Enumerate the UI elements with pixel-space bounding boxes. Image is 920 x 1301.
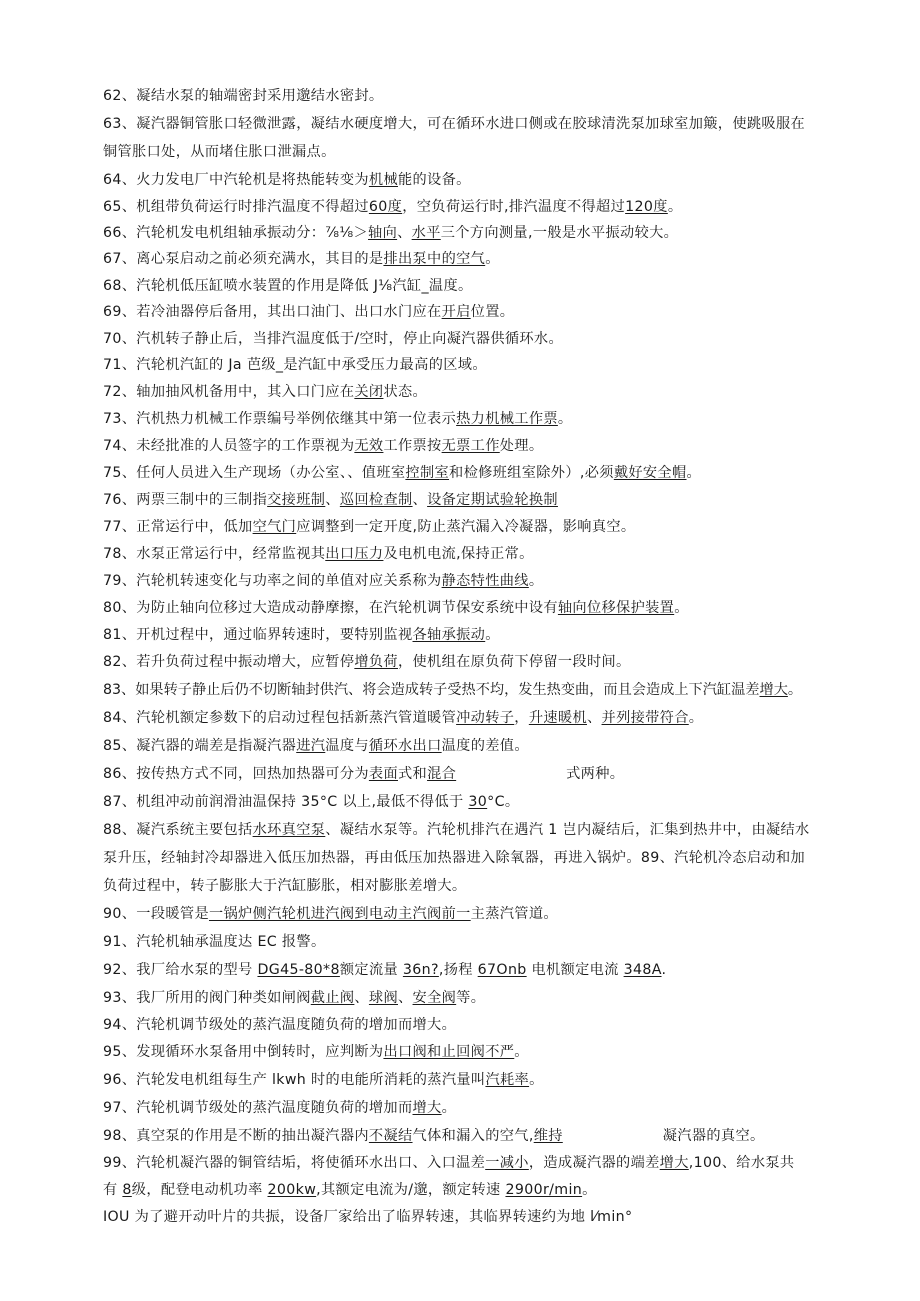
text: 温度与 xyxy=(325,738,369,754)
text: ， xyxy=(514,710,529,726)
answer: 出口压力 xyxy=(325,546,384,562)
text: ,100、给水泵共 xyxy=(688,1155,795,1171)
text: 82、若升负荷过程中振动增大，应暂停 xyxy=(103,654,355,670)
text: 式两种。 xyxy=(566,766,625,782)
text: ，空负荷运行时,排汽温度不得超过 xyxy=(402,199,626,215)
answer: 并列接带符合 xyxy=(601,710,689,726)
text: 电机额定电流 xyxy=(526,962,624,978)
text: 。 xyxy=(441,1100,457,1116)
text: 。 xyxy=(582,1182,597,1198)
line-85 xyxy=(103,737,855,755)
text: 、 xyxy=(398,990,413,1006)
text: 78、水泵正常运行中，经常监视其 xyxy=(103,546,326,562)
text: 、 xyxy=(397,225,412,241)
answer: 一锅炉侧汽轮机进汽阀到电动主汽阀前一 xyxy=(208,906,471,922)
line-63-cont xyxy=(103,143,855,161)
line-88 xyxy=(103,821,855,839)
line-95 xyxy=(103,1043,855,1061)
text: 76、两票三制中的三制指 xyxy=(103,492,268,508)
text: 。 xyxy=(485,627,500,643)
text: 67、离心泵启动之前必须充满水，其目的是 xyxy=(103,251,384,267)
answer: 120度 xyxy=(625,199,668,215)
line-90 xyxy=(103,905,855,923)
line-88-cont xyxy=(103,849,855,867)
answer: 轴向位移保护装置 xyxy=(557,600,675,616)
text: 。 xyxy=(787,682,803,698)
text: 。 xyxy=(674,600,689,616)
answer: 混合 xyxy=(427,766,457,782)
text: 75、任何人员进入生产现场（办公室、、值班室 xyxy=(103,465,406,481)
text: 气体和漏入的空气, xyxy=(412,1128,534,1144)
answer: 球阀 xyxy=(368,990,398,1006)
answer: 水平 xyxy=(411,225,441,241)
text: 87、机组冲动前润滑油温保持 35°C 以上,最低不得低于 xyxy=(103,794,469,810)
answer: 开启 xyxy=(441,304,471,320)
text: 86、按传热方式不同，回热加热器可分为 xyxy=(103,766,369,782)
line-87 xyxy=(103,793,855,811)
answer: 关闭 xyxy=(354,384,384,400)
line-81 xyxy=(103,626,855,644)
line-101 xyxy=(103,1208,855,1226)
answer: 200kw xyxy=(267,1182,317,1198)
line-64 xyxy=(103,171,855,189)
text: 三个方向测量,一般是水平振动较大。 xyxy=(440,225,679,241)
answer: 巡回检查制 xyxy=(339,492,413,508)
text: 66、汽轮机发电机组轴承振动分： xyxy=(103,225,326,241)
answer: 348A xyxy=(623,962,662,978)
line-96 xyxy=(103,1071,855,1089)
text: 级，配登电动机功率 xyxy=(131,1182,268,1198)
text: °C。 xyxy=(487,794,520,810)
answer: 一减小 xyxy=(485,1155,529,1171)
text: 81、开机过程中，通过临界转速时，要特别监视 xyxy=(103,627,413,643)
line-72 xyxy=(103,383,855,401)
text: 62、凝结水泵的轴端密封采用邈结水密封。 xyxy=(103,88,384,104)
text: . xyxy=(661,962,667,978)
text: 。 xyxy=(528,573,544,589)
answer: 各轴承振动 xyxy=(412,627,486,643)
text: 。 xyxy=(688,710,704,726)
line-100-cont xyxy=(103,1181,855,1199)
answer: 截止阀 xyxy=(310,990,355,1006)
text: 71、汽轮机汽缸的 Ja 芭级_是汽缸中承受压力最高的区域。 xyxy=(103,357,487,373)
text: 70、汽机转子静止后，当排汽温度低于/空时，停止向凝汽器供循环水。 xyxy=(103,331,564,347)
text: 69、若冷油器停后备用，其出口油门、出口水门应在 xyxy=(103,304,442,320)
text: ⅞⅛ xyxy=(325,225,354,241)
text: 97、汽轮机调节级处的蒸汽温度随负荷的增加而 xyxy=(103,1100,413,1116)
answer: 交接班制 xyxy=(267,492,326,508)
line-98 xyxy=(103,1127,855,1145)
line-92 xyxy=(103,961,855,979)
answer: 增大 xyxy=(412,1100,442,1116)
answer: 进汽 xyxy=(296,738,326,754)
text: 额定流量 xyxy=(339,962,403,978)
answer: 控制室 xyxy=(405,465,450,481)
answer: 轴向 xyxy=(368,225,398,241)
answer: 表面 xyxy=(368,766,398,782)
line-76 xyxy=(103,491,855,509)
answer: 增负荷 xyxy=(354,654,398,670)
text: 和检修班组室除外）,必须 xyxy=(449,465,614,481)
text: ，造成凝汽器的端差 xyxy=(528,1155,660,1171)
answer: 36n? xyxy=(402,962,439,978)
line-78 xyxy=(103,545,855,563)
text: 主蒸汽管道。 xyxy=(470,906,558,922)
answer: 设备定期试验轮换制 xyxy=(427,492,558,508)
text: 、 xyxy=(586,710,602,726)
text: 95、发现循环水泵备用中倒转时，应判断为 xyxy=(103,1044,384,1060)
line-67 xyxy=(103,250,855,268)
line-70 xyxy=(103,330,855,348)
text: 、 xyxy=(354,990,369,1006)
text: 99、汽轮机凝汽器的铜管结垢，将使循环水出口、入口温差 xyxy=(103,1155,486,1171)
answer: DG45-80*8 xyxy=(257,962,340,978)
line-63 xyxy=(103,115,855,133)
answer: 静态特性曲线 xyxy=(441,573,529,589)
line-94 xyxy=(103,1016,855,1034)
answer: 升速暖机 xyxy=(528,710,587,726)
answer: 不凝结 xyxy=(368,1128,413,1144)
answer: 30 xyxy=(468,794,488,810)
text: 84、汽轮机额定参数下的启动过程包括新蒸汽管道暖管 xyxy=(103,710,457,726)
text: 泵升压，经轴封冷却器进入低压加热器，再由低压加热器进入除氧器，再进入锅炉。89、汽轮机冷态启动和加 xyxy=(103,850,806,866)
text: 。 xyxy=(557,411,573,427)
text: 应调整到一定开度,防止蒸汽漏入冷凝器，影响真空。 xyxy=(296,519,636,535)
answer: 排出泵中的空气 xyxy=(383,251,486,267)
blank-gap xyxy=(563,1127,663,1145)
text: 、 xyxy=(325,492,340,508)
text: 。 xyxy=(667,199,683,215)
line-91 xyxy=(103,933,855,951)
text: 、 xyxy=(412,492,428,508)
text: 83、如果转子静止后仍不切断轴封供汽、将会造成转子受热不均，发生热变曲，而且会造成上下汽缸温差 xyxy=(103,682,760,698)
text: 处理。 xyxy=(499,438,544,454)
line-93 xyxy=(103,989,855,1007)
text: 92、我厂给水泵的型号 xyxy=(103,962,258,978)
answer: 水环真空泵 xyxy=(252,822,326,838)
answer: 出口阀和止回阀不严 xyxy=(383,1044,515,1060)
line-73 xyxy=(103,410,855,428)
text: ＞ xyxy=(353,225,369,241)
text: IOU 为了避开动叶片的共振，设备厂家给出了临界转速，其临界转速约为地 l⁄min° xyxy=(103,1209,633,1225)
answer: 循环水出口 xyxy=(368,738,442,754)
answer: 增大 xyxy=(759,682,788,698)
answer: 安全阀 xyxy=(412,990,457,1006)
text: 72、轴加抽风机备用中，其入口门应在 xyxy=(103,384,355,400)
answer: 8 xyxy=(122,1182,132,1198)
answer: 维持 xyxy=(533,1128,563,1144)
line-83 xyxy=(103,681,855,699)
line-86 xyxy=(103,765,855,783)
answer: 2900r/min xyxy=(505,1182,583,1198)
text: 。 xyxy=(686,465,702,481)
text: 77、正常运行中，低加 xyxy=(103,519,253,535)
line-79 xyxy=(103,572,855,590)
answer: 戴好安全帽 xyxy=(613,465,687,481)
answer: 空气门 xyxy=(252,519,297,535)
answer: 无票工作 xyxy=(441,438,500,454)
text: 91、汽轮机轴承温度达 EC 报警。 xyxy=(103,934,326,950)
line-77 xyxy=(103,518,855,536)
line-82 xyxy=(103,653,855,671)
text: 80、为防止轴向位移过大造成动静摩擦，在汽轮机调节保安系统中设有 xyxy=(103,600,558,616)
text: ,扬程 xyxy=(438,962,478,978)
text: 93、我厂所用的阀门种类如闸阀 xyxy=(103,990,311,1006)
text: 64、火力发电厂中汽轮机是将热能转变为 xyxy=(103,172,369,188)
text: 。 xyxy=(514,1044,529,1060)
line-65 xyxy=(103,198,855,216)
text: 。 xyxy=(485,251,500,267)
text: 、凝结水泵等。汽轮机排汽在遇汽 1 岂内凝结后，汇集到热井中，由凝结水 xyxy=(325,822,810,838)
text: 温度的差值。 xyxy=(441,738,529,754)
line-75 xyxy=(103,464,855,482)
text: 68、汽轮机低压缸喷水装置的作用是降低 J⅛汽缸_温度。 xyxy=(103,278,473,294)
line-74 xyxy=(103,437,855,455)
line-89-cont xyxy=(103,877,855,895)
text: 98、真空泵的作用是不断的抽出凝汽器内 xyxy=(103,1128,369,1144)
line-80 xyxy=(103,599,855,617)
text: 等。 xyxy=(456,990,486,1006)
answer: 60度 xyxy=(368,199,403,215)
text: 及电机电流,保持正常。 xyxy=(383,546,534,562)
text: 工作票按 xyxy=(383,438,442,454)
answer: 67Onb xyxy=(477,962,527,978)
text: 74、未经批准的人员签字的工作票视为 xyxy=(103,438,355,454)
text: 凝汽器的真空。 xyxy=(662,1128,765,1144)
answer: 无效 xyxy=(354,438,384,454)
answer: 冲动转子 xyxy=(456,710,515,726)
text: 96、汽轮发电机组每生产 lkwh 时的电能所消耗的蒸汽量叫 xyxy=(103,1072,486,1088)
text: 。 xyxy=(529,1072,544,1088)
line-71 xyxy=(103,356,855,374)
text: 85、凝汽器的端差是指凝汽器 xyxy=(103,738,297,754)
text: 88、凝汽系统主要包括 xyxy=(103,822,253,838)
text: 位置。 xyxy=(470,304,515,320)
text: 73、汽机热力机械工作票编号举例依继其中第一位表示 xyxy=(103,411,457,427)
answer: 汽耗率 xyxy=(485,1072,530,1088)
text: 90、一段暖管是 xyxy=(103,906,209,922)
line-97 xyxy=(103,1099,855,1117)
line-69 xyxy=(103,303,855,321)
text: 有 xyxy=(103,1182,123,1198)
text: 负荷过程中，转子膨胀大于汽缸膨胀，相对膨胀差增大。 xyxy=(103,878,467,894)
line-99 xyxy=(103,1154,855,1172)
line-62 xyxy=(103,87,855,105)
text: 状态。 xyxy=(383,384,428,400)
text: 65、机组带负荷运行时排汽温度不得超过 xyxy=(103,199,369,215)
text: 能的设备。 xyxy=(397,172,471,188)
text: 79、汽轮机转速变化与功率之间的单值对应关系称为 xyxy=(103,573,442,589)
line-68 xyxy=(103,277,855,295)
line-66 xyxy=(103,224,855,242)
answer: 增大 xyxy=(659,1155,689,1171)
text: 式和 xyxy=(397,766,428,782)
answer: 热力机械工作票 xyxy=(456,411,558,427)
text: 63、凝汽器铜管胀口轻微泄露，凝结水硬度增大，可在循环水进口侧或在胶球清洗泵加球室加簸，使跳吸服在 xyxy=(103,116,806,132)
line-84 xyxy=(103,709,855,727)
answer: 机械 xyxy=(368,172,398,188)
text: ,其额定电流为/邈，额定转速 xyxy=(316,1182,506,1198)
text: ，使机组在原负荷下停留一段时间。 xyxy=(397,654,631,670)
text: 94、汽轮机调节级处的蒸汽温度随负荷的增加而增大。 xyxy=(103,1017,457,1033)
text: 铜管胀口处，从而堵住胀口泄漏点。 xyxy=(103,144,336,160)
